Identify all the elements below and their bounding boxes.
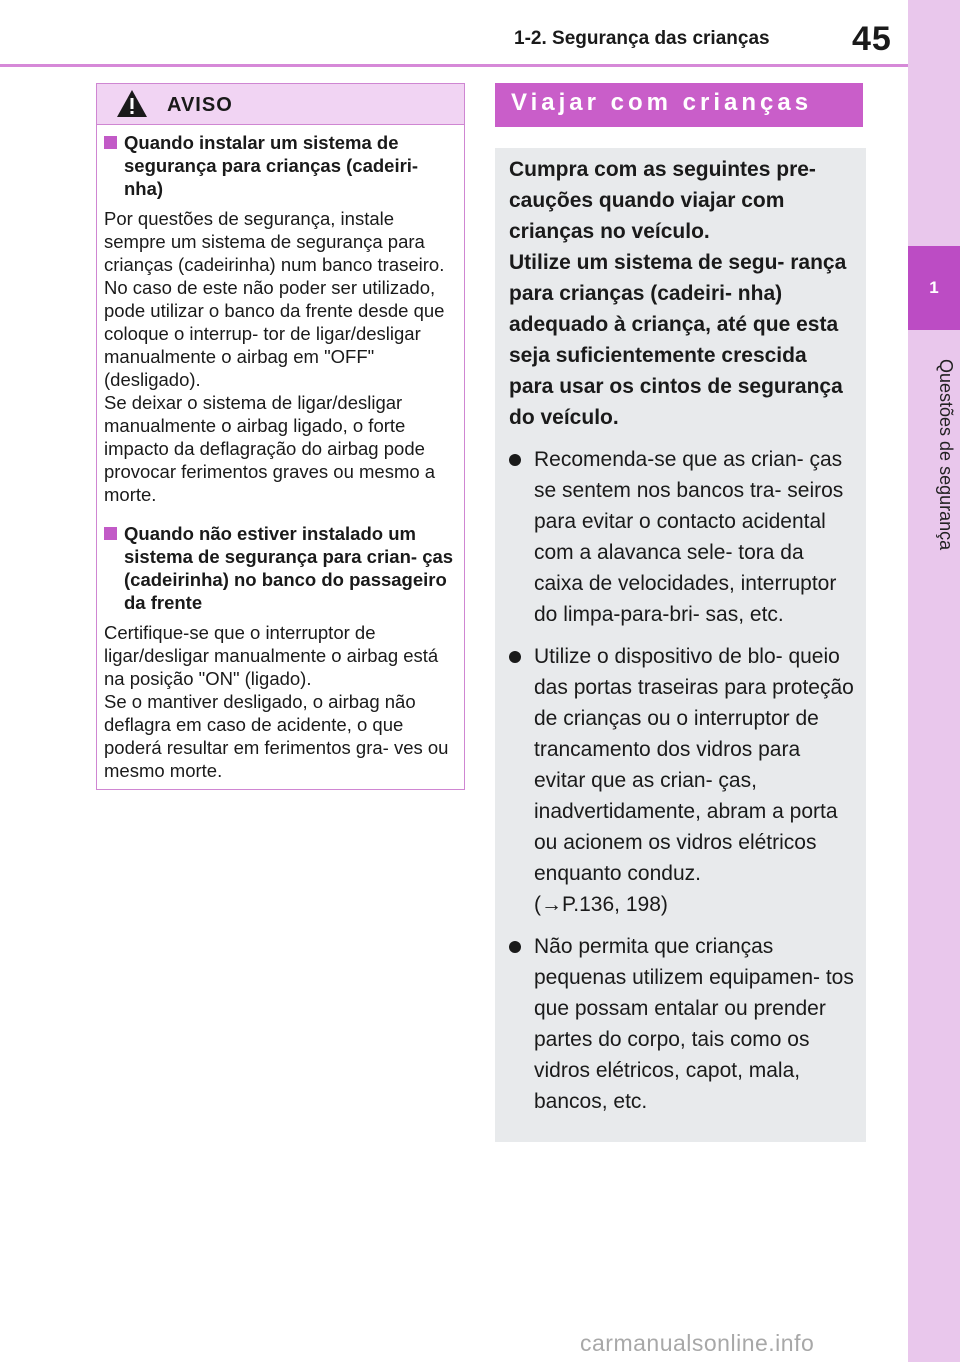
bullet-item [509,931,856,1117]
warning-label: AVISO [167,94,233,116]
bullet-dot-icon [509,941,521,953]
bullet-item [509,641,856,920]
chapter-number-tab: 1 [908,246,960,330]
warning-paragraph: Certifique-se que o interruptor de ligar/desligar manualmente o airbag está na posição "ON" (ligado). Se o mantiver desligado, o airbag não deflagra em caso de acidente, o que poderá resultar em ferimentos gra- ves ou mesmo morte. [104,622,449,781]
section-title: Viajar com crianças [511,89,813,116]
warning-subheading [104,522,456,614]
warning-body [97,125,464,782]
warning-box [96,83,465,790]
lead-paragraph: Cumpra com as seguintes pre- cauções quando viajar com crianças no veículo. Utilize um sistema de segu- rança para crianças (cadeiri- nha) adequado à criança, até que esta seja suficientemente crescida para usar os cintos de segurança do veículo. [509,158,847,429]
section-title-bar [495,83,863,127]
info-box [495,148,866,1142]
bullet-text: Recomenda-se que as crian- ças se sentem nos bancos tra- seiros para evitar o contacto acidental com a alavanca sele- tora da caixa de velocidades, interruptor do limpa-para-bri- sas, etc. [534,448,844,626]
bullet-text: Utilize o dispositivo de blo- queio das portas traseiras para proteção de crianças ou o interruptor de trancamento dos vidros para evitar que as crian- ças, inadvertidamente, abram a porta ou acionem os vidros elétricos enquanto conduz. (→P.136, 198) [534,645,854,916]
page-number: 45 [852,20,892,58]
bullet-dot-icon [509,454,521,466]
warning-triangle-icon [115,88,149,119]
side-tab [908,0,960,1362]
chapter-title-vertical [912,330,956,580]
header-rule [0,64,908,67]
chapter-title-label: Questões de segurança [936,359,956,551]
warning-subheading-text: Quando instalar um sistema de segurança para crianças (cadeiri- nha) [124,132,419,199]
bullet-item [509,444,856,630]
warning-header [97,84,464,125]
bullet-text: Não permita que crianças pequenas utilizem equipamen- tos que possam entalar ou prender partes do corpo, tais como os vidros elétricos, capot, mala, bancos, etc. [534,935,854,1113]
warning-subheading [104,131,456,200]
section-header: 1-2. Segurança das crianças [514,28,770,49]
warning-subheading-text: Quando não estiver instalado um sistema de segurança para crian- ças (cadeirinha) no banco do passageiro da frente [124,523,454,613]
square-bullet-icon [104,136,117,149]
square-bullet-icon [104,527,117,540]
bullet-dot-icon [509,651,521,663]
warning-paragraph: Por questões de segurança, instale sempre um sistema de segurança para crianças (cadeirinha) num banco traseiro. No caso de este não poder ser utilizado, pode utilizar o banco da frente desde que coloque o interrup- tor de ligar/desligar manualmente o airbag em "OFF" (desligado). Se deixar o sistema de ligar/desligar manualmente o airbag ligado, o forte impacto da deflagração do airbag pode provocar ferimentos graves ou mesmo a morte. [104,208,445,505]
watermark: carmanualsonline.info [580,1330,815,1356]
